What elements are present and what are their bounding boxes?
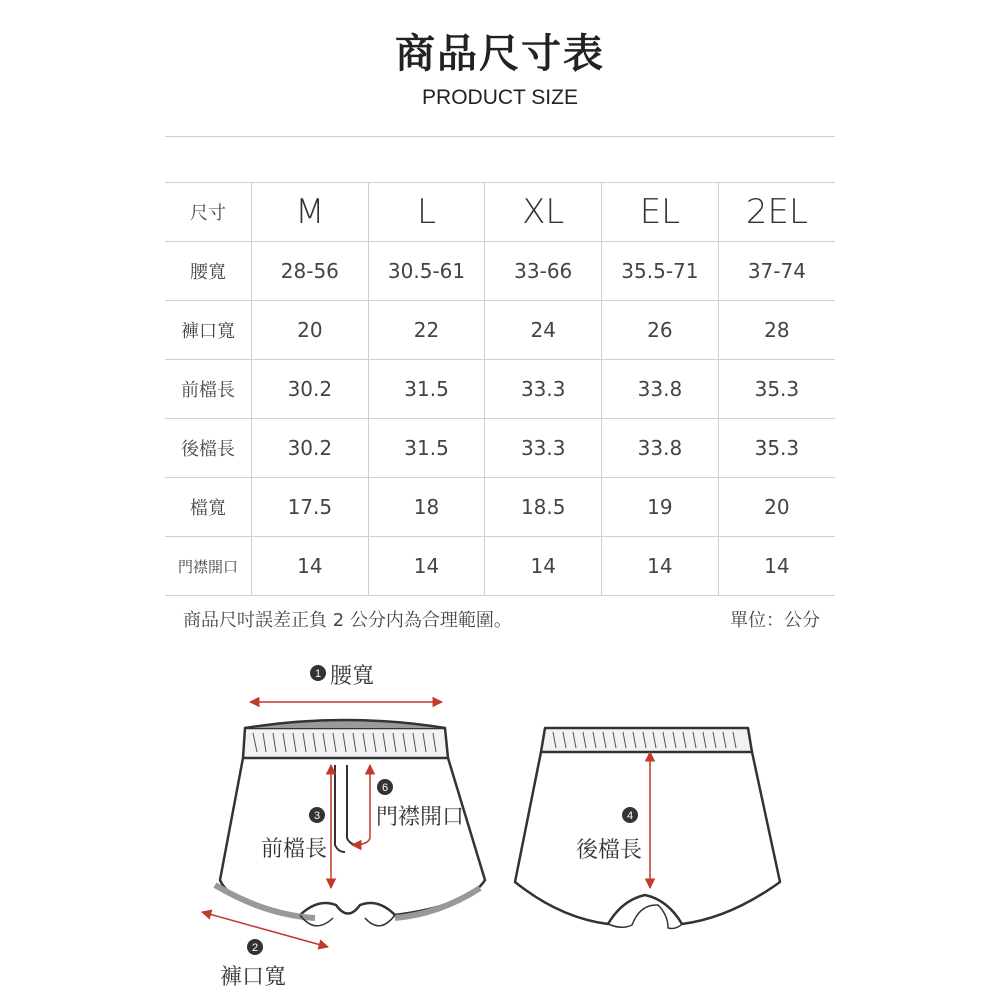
table-cell: 20 bbox=[252, 301, 369, 360]
table-cell: 24 bbox=[485, 301, 602, 360]
table-cell: 26 bbox=[602, 301, 719, 360]
table-cell: 31.5 bbox=[368, 360, 485, 419]
svg-text:3: 3 bbox=[313, 810, 321, 822]
size-head-xl: XL bbox=[485, 183, 602, 242]
measurement-diagram bbox=[0, 650, 1000, 1000]
table-row-crotch-width bbox=[165, 478, 835, 537]
leg-opening-label: 褲口寬 bbox=[220, 965, 287, 990]
table-cell: 30.2 bbox=[252, 360, 369, 419]
table-cell: 33.3 bbox=[485, 360, 602, 419]
table-cell: 14 bbox=[252, 537, 369, 596]
table-cell: 18.5 bbox=[485, 478, 602, 537]
svg-text:1: 1 bbox=[314, 668, 322, 680]
table-cell: 30.2 bbox=[252, 419, 369, 478]
back-briefs-icon bbox=[515, 728, 780, 929]
svg-text:6: 6 bbox=[381, 782, 389, 794]
waist-label: 腰寬 bbox=[330, 664, 375, 689]
page-subtitle: PRODUCT SIZE bbox=[422, 86, 578, 109]
table-cell: 14 bbox=[602, 537, 719, 596]
title-divider bbox=[165, 136, 835, 137]
table-cell: 19 bbox=[602, 478, 719, 537]
size-head-l: L bbox=[368, 183, 485, 242]
marker-back-rise bbox=[622, 807, 638, 823]
table-row-waist bbox=[165, 242, 835, 301]
table-row-back-rise bbox=[165, 419, 835, 478]
table-cell: 35.3 bbox=[718, 419, 835, 478]
table-cell: 28-56 bbox=[252, 242, 369, 301]
table-cell: 35.5-71 bbox=[602, 242, 719, 301]
back-rise-label: 後檔長 bbox=[576, 838, 643, 863]
table-cell: 30.5-61 bbox=[368, 242, 485, 301]
table-row-fly-opening bbox=[165, 537, 835, 596]
fly-opening-label: 門襟開口 bbox=[376, 805, 465, 830]
row-label: 前檔長 bbox=[165, 360, 252, 419]
tolerance-note: 商品尺吋誤差正負 2 公分内為合理範圍。 bbox=[183, 610, 512, 631]
table-cell: 35.3 bbox=[718, 360, 835, 419]
table-cell: 28 bbox=[718, 301, 835, 360]
table-cell: 17.5 bbox=[252, 478, 369, 537]
row-label: 檔寬 bbox=[165, 478, 252, 537]
svg-text:4: 4 bbox=[626, 810, 634, 822]
size-head-el: EL bbox=[602, 183, 719, 242]
unit-label: 單位：公分 bbox=[730, 610, 820, 631]
marker-leg-opening bbox=[247, 939, 263, 955]
svg-text:2: 2 bbox=[251, 942, 259, 954]
table-cell: 22 bbox=[368, 301, 485, 360]
table-cell: 20 bbox=[718, 478, 835, 537]
marker-fly-opening bbox=[377, 779, 393, 795]
size-table bbox=[165, 182, 835, 596]
table-row-leg-opening bbox=[165, 301, 835, 360]
table-cell: 33-66 bbox=[485, 242, 602, 301]
page-title: 商品尺寸表 bbox=[395, 31, 605, 77]
table-cell: 37-74 bbox=[718, 242, 835, 301]
front-rise-label: 前檔長 bbox=[261, 837, 328, 862]
table-cell: 18 bbox=[368, 478, 485, 537]
row-label: 褲口寬 bbox=[165, 301, 252, 360]
table-cell: 33.3 bbox=[485, 419, 602, 478]
marker-front-rise bbox=[309, 807, 325, 823]
size-header-row bbox=[165, 183, 835, 242]
size-head-2el: 2EL bbox=[718, 183, 835, 242]
table-cell: 31.5 bbox=[368, 419, 485, 478]
row-label: 門襟開口 bbox=[165, 537, 252, 596]
table-cell: 14 bbox=[485, 537, 602, 596]
marker-waist bbox=[310, 665, 326, 681]
fly-opening-arrow bbox=[352, 765, 370, 845]
size-corner-cell: 尺寸 bbox=[165, 183, 252, 242]
table-row-front-rise bbox=[165, 360, 835, 419]
table-cell: 14 bbox=[368, 537, 485, 596]
row-label: 後檔長 bbox=[165, 419, 252, 478]
row-label: 腰寬 bbox=[165, 242, 252, 301]
table-cell: 14 bbox=[718, 537, 835, 596]
briefs-illustration bbox=[0, 650, 1000, 1000]
size-head-m: M bbox=[252, 183, 369, 242]
table-cell: 33.8 bbox=[602, 419, 719, 478]
table-cell: 33.8 bbox=[602, 360, 719, 419]
